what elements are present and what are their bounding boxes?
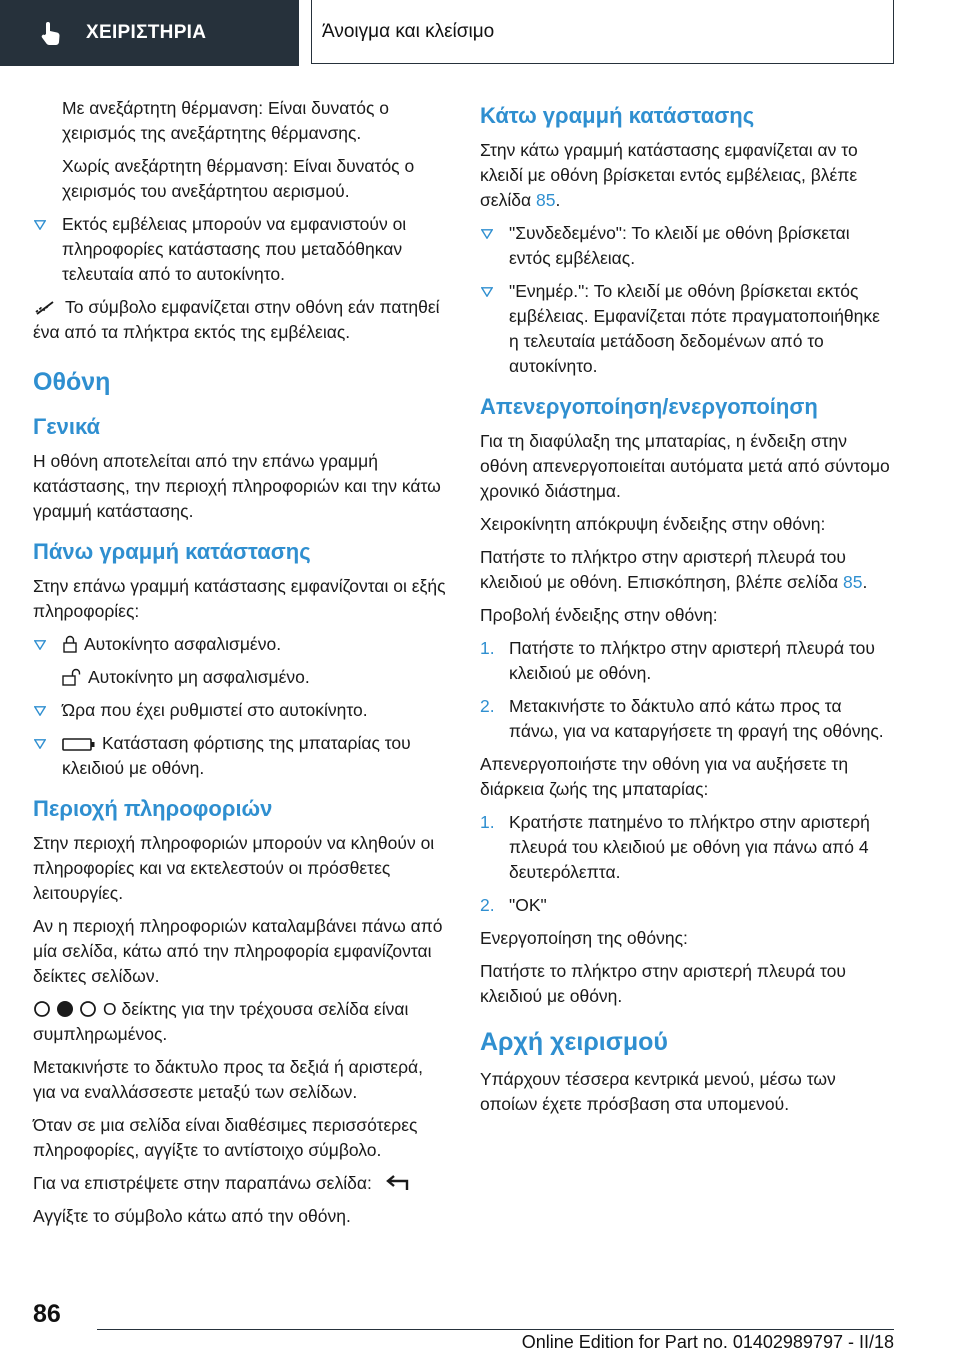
numbered-step: 2. "OK" — [480, 893, 894, 918]
numbered-step: 1. Κρατήστε πατημένο το πλήκτρο στην αριστερή πλευρά του κλειδιού με οθόνη για πάνω από 4 δευτερόλεπτα. — [480, 812, 870, 882]
paragraph: Υπάρχουν τέσσερα κεντρικά μενού, μέσω των οποίων έχετε πρόσβαση στα υπομενού. — [480, 1069, 836, 1114]
bullet-triangle-icon — [34, 220, 46, 230]
hand-pointer-icon — [40, 20, 64, 46]
numbered-step: 2. Μετακινήστε το δάκτυλο από κάτω προς τα πάνω, για να καταργήσετε τη φραγή της οθόνης. — [480, 696, 884, 741]
paragraph: Με ανεξάρτητη θέρμανση: Είναι δυνατός ο χειρισμός της ανεξάρτητης θέρμανσης. — [62, 98, 389, 143]
chapter-title: Άνοιγμα και κλείσιμο — [322, 20, 495, 42]
numbered-step: 1. Πατήστε το πλήκτρο στην αριστερή πλευρά του κλειδιού με οθόνη. — [480, 638, 875, 683]
page-link[interactable]: 85 — [842, 572, 863, 592]
paragraph: Ενεργοποίηση της οθόνης: — [480, 928, 688, 948]
paragraph: Ο δείκτης για την τρέχουσα σελίδα είναι συμπληρωμένος. — [33, 999, 409, 1044]
battery-icon — [62, 736, 96, 752]
footer-edition: Online Edition for Part no. 01402989797 - II/18 — [521, 1332, 894, 1352]
paragraph: Για τη διαφύλαξη της μπαταρίας, η ένδειξη στην οθόνη απενεργοποιείται αυτόματα μετά από σύντομο χρονικό διάστημα. — [480, 431, 890, 501]
section-tab[interactable] — [0, 0, 299, 66]
paragraph: Στην επάνω γραμμή κατάστασης εμφανίζονται οι εξής πληροφορίες: — [33, 576, 446, 621]
step-number: 2. — [480, 895, 495, 915]
list-item: Αυτοκίνητο ασφαλισμένο. — [33, 632, 447, 657]
bullet-triangle-icon — [34, 706, 46, 716]
page-number: 86 — [33, 1300, 61, 1328]
paragraph: Απενεργοποιήστε την οθόνη για να αυξήσετε τη διάρκεια ζωής της μπαταρίας: — [480, 754, 849, 799]
paragraph: Το σύμβολο εμφανίζεται στην οθόνη εάν πατηθεί ένα από τα πλήκτρα εκτός της εμβέλειας. — [33, 297, 440, 342]
heading-toggle: Απενεργοποίηση/ενεργοποίηση — [480, 394, 818, 419]
bullet-triangle-icon — [34, 640, 46, 650]
heading-info-area: Περιοχή πληροφοριών — [33, 796, 273, 821]
step-number: 1. — [480, 638, 495, 658]
chapter-tab[interactable] — [311, 0, 894, 64]
bullet-triangle-icon — [481, 287, 493, 297]
section-title: ΧΕΙΡΙΣΤΗΡΙΑ — [86, 22, 207, 43]
list-item: Ώρα που έχει ρυθμιστεί στο αυτοκίνητο. — [33, 698, 447, 723]
paragraph: Στην κάτω γραμμή κατάστασης εμφανίζεται αν το κλειδί με οθόνη βρίσκεται εντός εμβέλειας, βλέπε σελίδα 85. — [480, 140, 858, 210]
paragraph: Προβολή ένδειξης στην οθόνη: — [480, 605, 718, 625]
paragraph: Όταν σε μια σελίδα είναι διαθέσιμες περισσότερες πληροφορίες, αγγίξτε το αντίστοιχο σύμβολο. — [33, 1115, 418, 1160]
paragraph: Για να επιστρέψετε στην παραπάνω σελίδα: — [33, 1171, 447, 1196]
bullet-triangle-icon — [481, 229, 493, 239]
paragraph: Πατήστε το πλήκτρο στην αριστερή πλευρά του κλειδιού με οθόνη. Επισκόπηση, βλέπε σελίδα 85. — [480, 547, 868, 592]
paragraph: Χωρίς ανεξάρτητη θέρμανση: Είναι δυνατός ο χειρισμός του ανεξάρτητου αερισμού. — [62, 156, 415, 201]
paragraph: Στην περιοχή πληροφοριών μπορούν να κληθούν οι πληροφορίες και να εκτελεστούν οι πρόσθετες λειτουργίες. — [33, 833, 435, 903]
no-signal-icon — [33, 300, 59, 316]
list-item — [33, 212, 447, 287]
lock-closed-icon — [62, 635, 78, 653]
page-header — [0, 0, 960, 66]
paragraph: Μετακινήστε το δάκτυλο προς τα δεξιά ή αριστερά, για να εναλλάσσεστε μεταξύ των σελίδων. — [33, 1057, 424, 1102]
list-item: Κατάσταση φόρτισης της μπαταρίας του κλειδιού με οθόνη. — [33, 731, 447, 781]
page-indicator-dots-icon — [33, 1000, 97, 1018]
list-item-text: Εκτός εμβέλειας μπορούν να εμφανιστούν οι πληροφορίες κατάστασης που μεταδόθηκαν τελευταία από το αυτοκίνητο. — [62, 214, 407, 284]
step-number: 1. — [480, 812, 495, 832]
heading-operating-principle: Αρχή χειρισμού — [480, 1028, 668, 1056]
heading-top-status-bar: Πάνω γραμμή κατάστασης — [33, 539, 311, 564]
heading-general: Γενικά — [33, 414, 101, 439]
paragraph: Αν η περιοχή πληροφοριών καταλαμβάνει πάνω από μία σελίδα, κάτω από την πληροφορία εμφανίζονται δείκτες σελίδων. — [33, 916, 443, 986]
paragraph: Η οθόνη αποτελείται από την επάνω γραμμή κατάστασης, την περιοχή πληροφοριών και την κάτω γραμμή κατάστασης. — [33, 451, 441, 521]
footer-divider — [97, 1329, 894, 1330]
list-item: "Ενημέρ.": Το κλειδί με οθόνη βρίσκεται εκτός εμβέλειας. Εμφανίζεται πότε πραγματοποιήθηκε η τελευταία μετάδοση δεδομένων από το αυτοκίνητο. — [480, 279, 894, 379]
step-number: 2. — [480, 696, 495, 716]
paragraph: Αγγίξτε το σύμβολο κάτω από την οθόνη. — [33, 1206, 351, 1226]
left-column — [33, 96, 447, 1237]
paragraph: Χειροκίνητη απόκρυψη ένδειξης στην οθόνη: — [480, 514, 826, 534]
lock-open-icon — [62, 668, 82, 686]
right-column — [480, 96, 894, 1125]
page-link[interactable]: 85 — [535, 190, 556, 210]
paragraph: Αυτοκίνητο μη ασφαλισμένο. — [33, 665, 447, 690]
paragraph: Πατήστε το πλήκτρο στην αριστερή πλευρά του κλειδιού με οθόνη. — [480, 961, 846, 1006]
back-arrow-icon — [385, 1174, 411, 1192]
heading-display: Οθόνη — [33, 368, 111, 396]
list-item: "Συνδεδεμένο": Το κλειδί με οθόνη βρίσκεται εντός εμβέλειας. — [480, 221, 894, 271]
heading-bottom-status-bar: Κάτω γραμμή κατάστασης — [480, 103, 755, 128]
bullet-triangle-icon — [34, 739, 46, 749]
